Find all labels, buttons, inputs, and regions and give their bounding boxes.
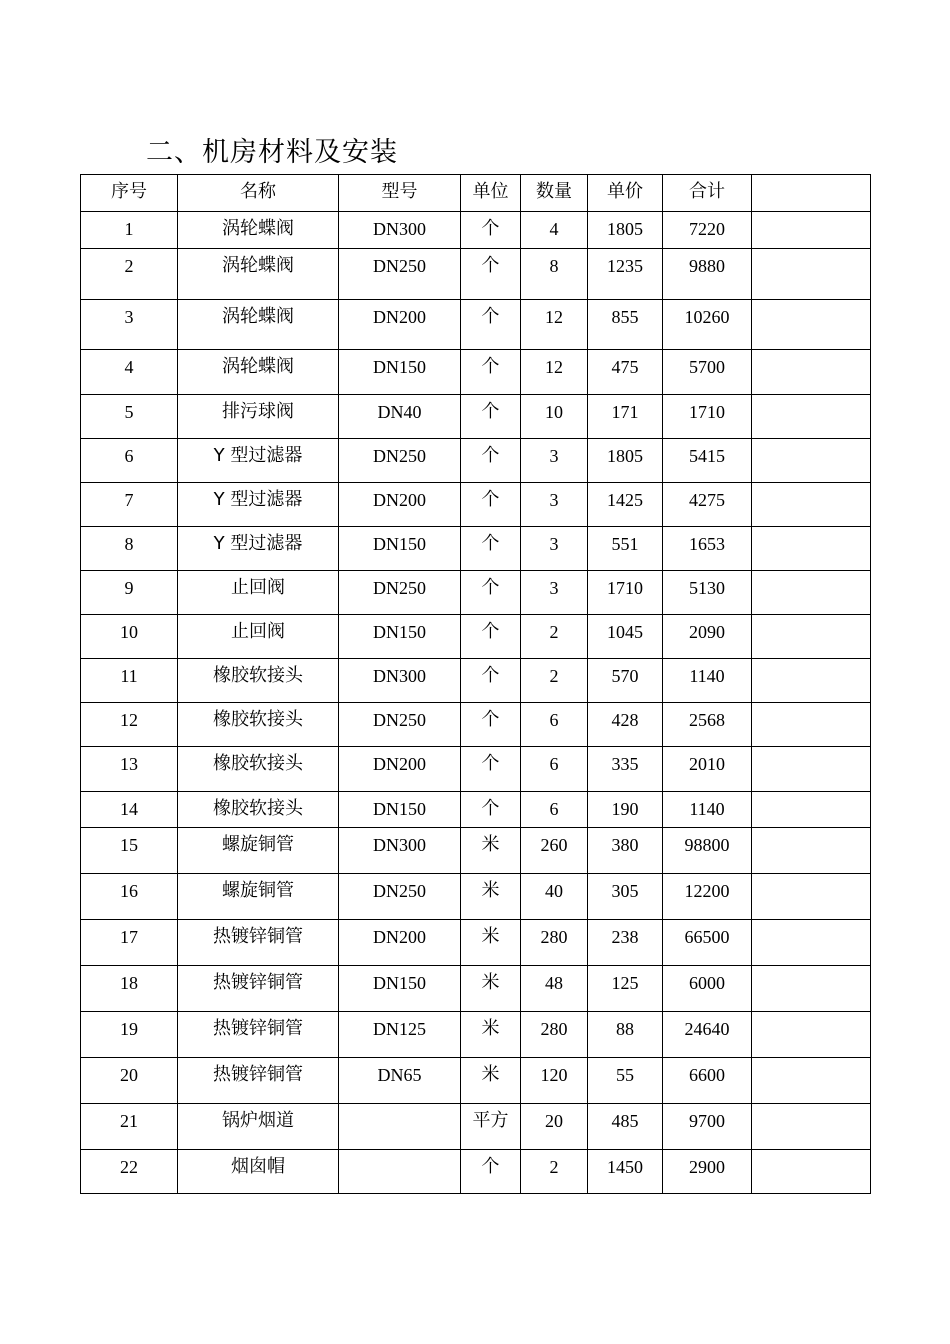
page-title: 二、机房材料及安装 xyxy=(146,137,398,168)
cell-no: 15 xyxy=(81,828,178,874)
cell-no: 10 xyxy=(81,615,178,659)
cell-name: 涡轮蝶阀 xyxy=(178,249,339,300)
cell-unit: 平方 xyxy=(461,1104,521,1150)
table-row xyxy=(81,212,871,249)
cell-unit: 个 xyxy=(461,527,521,571)
cell-extra xyxy=(752,747,871,792)
cell-name: 螺旋铜管 xyxy=(178,874,339,920)
cell-no: 12 xyxy=(81,703,178,747)
table-row xyxy=(81,615,871,659)
cell-extra xyxy=(752,1150,871,1194)
cell-name: 涡轮蝶阀 xyxy=(178,350,339,395)
table-row xyxy=(81,395,871,439)
cell-total: 2090 xyxy=(663,615,752,659)
cell-extra xyxy=(752,483,871,527)
cell-unit: 个 xyxy=(461,792,521,828)
table-row xyxy=(81,966,871,1012)
table-row xyxy=(81,527,871,571)
cell-model: DN250 xyxy=(339,439,461,483)
cell-total: 5415 xyxy=(663,439,752,483)
cell-total: 5130 xyxy=(663,571,752,615)
table-row xyxy=(81,828,871,874)
cell-unit: 个 xyxy=(461,615,521,659)
cell-total: 1140 xyxy=(663,792,752,828)
cell-name: 涡轮蝶阀 xyxy=(178,212,339,249)
cell-qty: 6 xyxy=(521,747,588,792)
cell-price: 171 xyxy=(588,395,663,439)
cell-extra xyxy=(752,703,871,747)
cell-extra xyxy=(752,792,871,828)
cell-model: DN300 xyxy=(339,212,461,249)
cell-qty: 12 xyxy=(521,300,588,350)
cell-name: 锅炉烟道 xyxy=(178,1104,339,1150)
cell-name: Y 型过滤器 xyxy=(178,439,339,483)
cell-qty: 6 xyxy=(521,792,588,828)
cell-unit: 米 xyxy=(461,1012,521,1058)
cell-total: 6600 xyxy=(663,1058,752,1104)
cell-unit: 米 xyxy=(461,920,521,966)
cell-name: 热镀锌铜管 xyxy=(178,1012,339,1058)
header-qty: 数量 xyxy=(521,175,588,212)
cell-unit: 个 xyxy=(461,439,521,483)
cell-model: DN150 xyxy=(339,527,461,571)
cell-no: 3 xyxy=(81,300,178,350)
cell-price: 55 xyxy=(588,1058,663,1104)
cell-total: 66500 xyxy=(663,920,752,966)
cell-extra xyxy=(752,659,871,703)
cell-extra xyxy=(752,874,871,920)
cell-name: 排污球阀 xyxy=(178,395,339,439)
cell-unit: 个 xyxy=(461,703,521,747)
cell-unit: 米 xyxy=(461,828,521,874)
cell-extra xyxy=(752,439,871,483)
table-row xyxy=(81,483,871,527)
cell-extra xyxy=(752,966,871,1012)
cell-price: 1710 xyxy=(588,571,663,615)
header-extra xyxy=(752,175,871,212)
cell-name: 橡胶软接头 xyxy=(178,659,339,703)
table-row xyxy=(81,874,871,920)
cell-model: DN65 xyxy=(339,1058,461,1104)
table-row xyxy=(81,350,871,395)
cell-no: 16 xyxy=(81,874,178,920)
cell-total: 9700 xyxy=(663,1104,752,1150)
cell-price: 190 xyxy=(588,792,663,828)
cell-no: 18 xyxy=(81,966,178,1012)
cell-model: DN250 xyxy=(339,571,461,615)
cell-unit: 个 xyxy=(461,212,521,249)
header-price: 单价 xyxy=(588,175,663,212)
cell-no: 4 xyxy=(81,350,178,395)
cell-extra xyxy=(752,395,871,439)
cell-price: 380 xyxy=(588,828,663,874)
cell-name: Y 型过滤器 xyxy=(178,527,339,571)
cell-price: 125 xyxy=(588,966,663,1012)
cell-qty: 3 xyxy=(521,527,588,571)
cell-no: 19 xyxy=(81,1012,178,1058)
header-unit: 单位 xyxy=(461,175,521,212)
cell-name: 热镀锌铜管 xyxy=(178,966,339,1012)
cell-no: 21 xyxy=(81,1104,178,1150)
materials-table xyxy=(80,174,871,1194)
cell-name: 热镀锌铜管 xyxy=(178,1058,339,1104)
table-row xyxy=(81,1058,871,1104)
header-model: 型号 xyxy=(339,175,461,212)
table-row xyxy=(81,249,871,300)
cell-extra xyxy=(752,249,871,300)
cell-total: 5700 xyxy=(663,350,752,395)
cell-total: 9880 xyxy=(663,249,752,300)
cell-unit: 米 xyxy=(461,874,521,920)
cell-model: DN150 xyxy=(339,615,461,659)
cell-unit: 米 xyxy=(461,966,521,1012)
cell-extra xyxy=(752,920,871,966)
cell-qty: 260 xyxy=(521,828,588,874)
cell-total: 4275 xyxy=(663,483,752,527)
cell-qty: 6 xyxy=(521,703,588,747)
cell-no: 13 xyxy=(81,747,178,792)
cell-no: 1 xyxy=(81,212,178,249)
cell-qty: 8 xyxy=(521,249,588,300)
cell-price: 1045 xyxy=(588,615,663,659)
cell-qty: 2 xyxy=(521,1150,588,1194)
cell-extra xyxy=(752,300,871,350)
cell-qty: 48 xyxy=(521,966,588,1012)
cell-qty: 3 xyxy=(521,571,588,615)
cell-qty: 10 xyxy=(521,395,588,439)
cell-unit: 个 xyxy=(461,747,521,792)
table-row xyxy=(81,659,871,703)
cell-model: DN300 xyxy=(339,659,461,703)
cell-name: 橡胶软接头 xyxy=(178,703,339,747)
cell-unit: 个 xyxy=(461,350,521,395)
cell-price: 1450 xyxy=(588,1150,663,1194)
cell-qty: 280 xyxy=(521,920,588,966)
cell-model: DN125 xyxy=(339,1012,461,1058)
cell-name: 止回阀 xyxy=(178,615,339,659)
cell-no: 6 xyxy=(81,439,178,483)
cell-extra xyxy=(752,212,871,249)
cell-qty: 40 xyxy=(521,874,588,920)
cell-extra xyxy=(752,1104,871,1150)
cell-no: 20 xyxy=(81,1058,178,1104)
cell-qty: 2 xyxy=(521,615,588,659)
cell-name: 烟囱帽 xyxy=(178,1150,339,1194)
cell-model: DN40 xyxy=(339,395,461,439)
cell-price: 335 xyxy=(588,747,663,792)
cell-name: 橡胶软接头 xyxy=(178,792,339,828)
cell-price: 485 xyxy=(588,1104,663,1150)
cell-model: DN150 xyxy=(339,966,461,1012)
cell-no: 5 xyxy=(81,395,178,439)
cell-total: 6000 xyxy=(663,966,752,1012)
cell-model: DN250 xyxy=(339,703,461,747)
cell-model: DN200 xyxy=(339,300,461,350)
cell-qty: 12 xyxy=(521,350,588,395)
cell-unit: 个 xyxy=(461,1150,521,1194)
cell-extra xyxy=(752,571,871,615)
cell-no: 14 xyxy=(81,792,178,828)
cell-price: 855 xyxy=(588,300,663,350)
cell-total: 2010 xyxy=(663,747,752,792)
table-row xyxy=(81,1012,871,1058)
cell-qty: 4 xyxy=(521,212,588,249)
cell-no: 8 xyxy=(81,527,178,571)
cell-qty: 20 xyxy=(521,1104,588,1150)
cell-name: 橡胶软接头 xyxy=(178,747,339,792)
table-row xyxy=(81,920,871,966)
cell-total: 1653 xyxy=(663,527,752,571)
cell-qty: 120 xyxy=(521,1058,588,1104)
cell-price: 238 xyxy=(588,920,663,966)
cell-name: 螺旋铜管 xyxy=(178,828,339,874)
header-name: 名称 xyxy=(178,175,339,212)
cell-model: DN150 xyxy=(339,792,461,828)
cell-total: 1140 xyxy=(663,659,752,703)
header-total: 合计 xyxy=(663,175,752,212)
header-no: 序号 xyxy=(81,175,178,212)
cell-model: DN200 xyxy=(339,483,461,527)
cell-name: 热镀锌铜管 xyxy=(178,920,339,966)
cell-model: DN250 xyxy=(339,249,461,300)
cell-qty: 280 xyxy=(521,1012,588,1058)
cell-model: DN300 xyxy=(339,828,461,874)
cell-extra xyxy=(752,1058,871,1104)
cell-model: DN200 xyxy=(339,747,461,792)
cell-total: 2900 xyxy=(663,1150,752,1194)
cell-price: 305 xyxy=(588,874,663,920)
table-row xyxy=(81,1104,871,1150)
cell-extra xyxy=(752,350,871,395)
cell-unit: 个 xyxy=(461,483,521,527)
cell-price: 1425 xyxy=(588,483,663,527)
cell-no: 22 xyxy=(81,1150,178,1194)
cell-unit: 个 xyxy=(461,659,521,703)
cell-name: Y 型过滤器 xyxy=(178,483,339,527)
cell-price: 428 xyxy=(588,703,663,747)
cell-unit: 个 xyxy=(461,300,521,350)
table-row xyxy=(81,300,871,350)
cell-price: 551 xyxy=(588,527,663,571)
cell-model: DN150 xyxy=(339,350,461,395)
table-row xyxy=(81,703,871,747)
cell-no: 9 xyxy=(81,571,178,615)
cell-price: 1805 xyxy=(588,439,663,483)
cell-unit: 个 xyxy=(461,571,521,615)
cell-no: 17 xyxy=(81,920,178,966)
cell-model xyxy=(339,1150,461,1194)
cell-extra xyxy=(752,615,871,659)
cell-total: 10260 xyxy=(663,300,752,350)
cell-unit: 个 xyxy=(461,395,521,439)
cell-model: DN200 xyxy=(339,920,461,966)
table-row xyxy=(81,439,871,483)
cell-total: 7220 xyxy=(663,212,752,249)
cell-price: 570 xyxy=(588,659,663,703)
cell-price: 1235 xyxy=(588,249,663,300)
table-row xyxy=(81,1150,871,1194)
cell-extra xyxy=(752,527,871,571)
table-row xyxy=(81,792,871,828)
cell-model xyxy=(339,1104,461,1150)
cell-total: 2568 xyxy=(663,703,752,747)
cell-qty: 3 xyxy=(521,483,588,527)
table-row xyxy=(81,747,871,792)
cell-no: 2 xyxy=(81,249,178,300)
cell-unit: 米 xyxy=(461,1058,521,1104)
cell-name: 涡轮蝶阀 xyxy=(178,300,339,350)
cell-name: 止回阀 xyxy=(178,571,339,615)
cell-price: 88 xyxy=(588,1012,663,1058)
table-header-row xyxy=(81,175,871,212)
cell-total: 98800 xyxy=(663,828,752,874)
cell-model: DN250 xyxy=(339,874,461,920)
cell-extra xyxy=(752,828,871,874)
cell-no: 11 xyxy=(81,659,178,703)
cell-total: 24640 xyxy=(663,1012,752,1058)
cell-unit: 个 xyxy=(461,249,521,300)
cell-price: 475 xyxy=(588,350,663,395)
cell-qty: 2 xyxy=(521,659,588,703)
cell-price: 1805 xyxy=(588,212,663,249)
cell-no: 7 xyxy=(81,483,178,527)
table-row xyxy=(81,571,871,615)
cell-extra xyxy=(752,1012,871,1058)
cell-qty: 3 xyxy=(521,439,588,483)
cell-total: 1710 xyxy=(663,395,752,439)
cell-total: 12200 xyxy=(663,874,752,920)
